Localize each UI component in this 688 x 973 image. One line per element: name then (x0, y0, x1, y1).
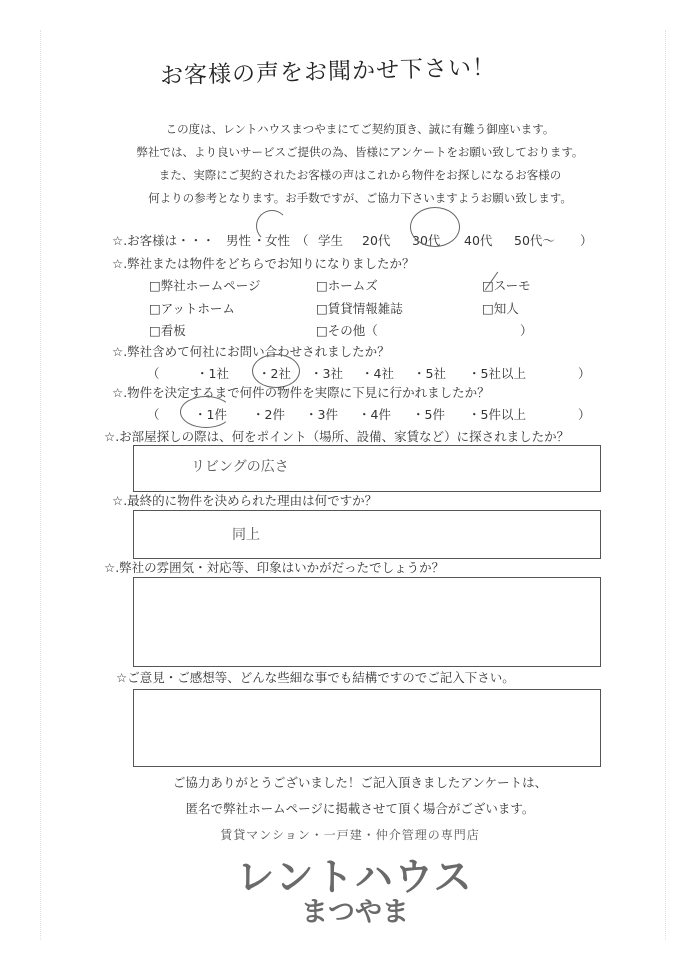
q2-option-magazine[interactable]: □賃貸情報雑誌 (316, 301, 403, 316)
q1-age-20s[interactable]: 20代 (362, 233, 391, 248)
q2-option-homes[interactable]: □ホームズ (316, 278, 378, 293)
q2-option-signboard[interactable]: □看板 (149, 323, 186, 338)
q4-option-2[interactable]: ・2件 (252, 407, 285, 422)
q3-option-3[interactable]: ・3社 (310, 366, 343, 381)
q6-question: ☆.最終的に物件を決められた理由は何ですか？ (112, 493, 378, 508)
q4-close-paren: ） (578, 407, 591, 422)
q2-other-close-paren: ） (520, 323, 533, 338)
q3-open-paren: （ (147, 366, 160, 381)
q2-option-company-site[interactable]: □弊社ホームページ (149, 278, 261, 293)
intro-line: 弊社では、より良いサービスご提供の為、皆様にアンケートをお願い致しております。 (136, 145, 584, 159)
q1-age-50s[interactable]: 50代～ (514, 233, 555, 248)
q6-answer-box[interactable] (133, 510, 601, 559)
q6-handwritten-answer: 同上 (232, 527, 260, 543)
intro-line: また、実際にご契約されたお客様の声はこれから物件をお探しになるお客様の (158, 168, 562, 182)
q4-option-3[interactable]: ・3件 (305, 407, 338, 422)
q4-option-1[interactable]: ・1件 (194, 407, 227, 422)
q1-close-paren: ） (580, 233, 593, 248)
q3-option-5[interactable]: ・5社 (413, 366, 446, 381)
q7-answer-box[interactable] (133, 577, 601, 667)
q4-option-5[interactable]: ・5件 (412, 407, 445, 422)
handwritten-circle-30s (410, 207, 460, 247)
footer-line: ご協力ありがとうございました！ご記入頂きましたアンケートは、 (172, 775, 548, 790)
q8-question: ☆ご意見・ご感想等、どんな些細な事でも結構ですのでご記入下さい。 (116, 670, 515, 685)
q1-separator: ・ (253, 233, 266, 248)
q2-option-other[interactable]: □その他（ (316, 323, 378, 338)
company-logo: レントハウス (236, 855, 474, 899)
page-edge-left (40, 30, 55, 940)
footer-line: 匿名で弊社ホームページに掲載させて頂く場合がございます。 (185, 801, 535, 816)
q1-age-student[interactable]: 学生 (318, 233, 344, 248)
q2-question: ☆.弊社または物件をどちらでお知りになりましたか？ (112, 256, 415, 271)
q1-option-male[interactable]: 男性 (226, 233, 252, 248)
q3-option-1[interactable]: ・1社 (196, 366, 229, 381)
q3-option-4[interactable]: ・4社 (361, 366, 394, 381)
q2-option-acquaintance[interactable]: □知人 (482, 301, 519, 316)
q3-question: ☆.弊社含めて何社にお問い合わせされましたか？ (112, 344, 390, 359)
q5-answer-box[interactable] (133, 445, 601, 492)
q8-answer-box[interactable] (133, 689, 601, 767)
q4-open-paren: （ (147, 407, 160, 422)
q5-question: ☆.お部屋探しの際は、何をポイント（場所、設備、家賃など）に探されましたか？ (104, 429, 570, 444)
q2-option-suumo[interactable]: □スーモ (482, 278, 531, 293)
intro-line: この度は、レントハウスまつやまにてご契約頂き、誠に有難う御座います。 (165, 122, 555, 136)
q3-close-paren: ） (578, 366, 591, 381)
q5-handwritten-answer: リビングの広さ (191, 459, 289, 475)
q7-question: ☆.弊社の雰囲気・対応等、印象はいかがだったでしょうか？ (104, 560, 445, 575)
q1-age-30s[interactable]: 30代 (412, 233, 441, 248)
q4-question: ☆.物件を決定するまで何件の物件を実際に下見に行かれましたか？ (112, 385, 490, 400)
intro-text (100, 118, 620, 210)
q4-option-5plus[interactable]: ・5件以上 (468, 407, 526, 422)
q2-option-athome[interactable]: □アットホーム (149, 301, 235, 316)
q1-age-40s[interactable]: 40代 (464, 233, 493, 248)
intro-line: 何よりの参考となります。お手数ですが、ご協力下さいますようお願い致します。 (148, 191, 572, 205)
q1-prefix: ☆.お客様は・・・ (112, 233, 215, 248)
handwritten-circle-1ken (180, 396, 232, 428)
q1-option-female[interactable]: 女性 (265, 233, 291, 248)
q3-option-5plus[interactable]: ・5社以上 (468, 366, 526, 381)
survey-title: お客様の声をお聞かせ下さい！ (159, 54, 497, 90)
q3-option-2[interactable]: ・2社 (258, 366, 291, 381)
company-logo-subtitle: まつやま (301, 897, 409, 928)
handwritten-circle-female (256, 210, 288, 242)
footer-note (100, 770, 620, 822)
page-edge-right (651, 30, 666, 940)
q1-open-paren: （ (296, 233, 309, 248)
company-tagline: 賃貸マンション・一戸建・仲介管理の専門店 (220, 828, 480, 842)
q4-option-4[interactable]: ・4件 (358, 407, 391, 422)
